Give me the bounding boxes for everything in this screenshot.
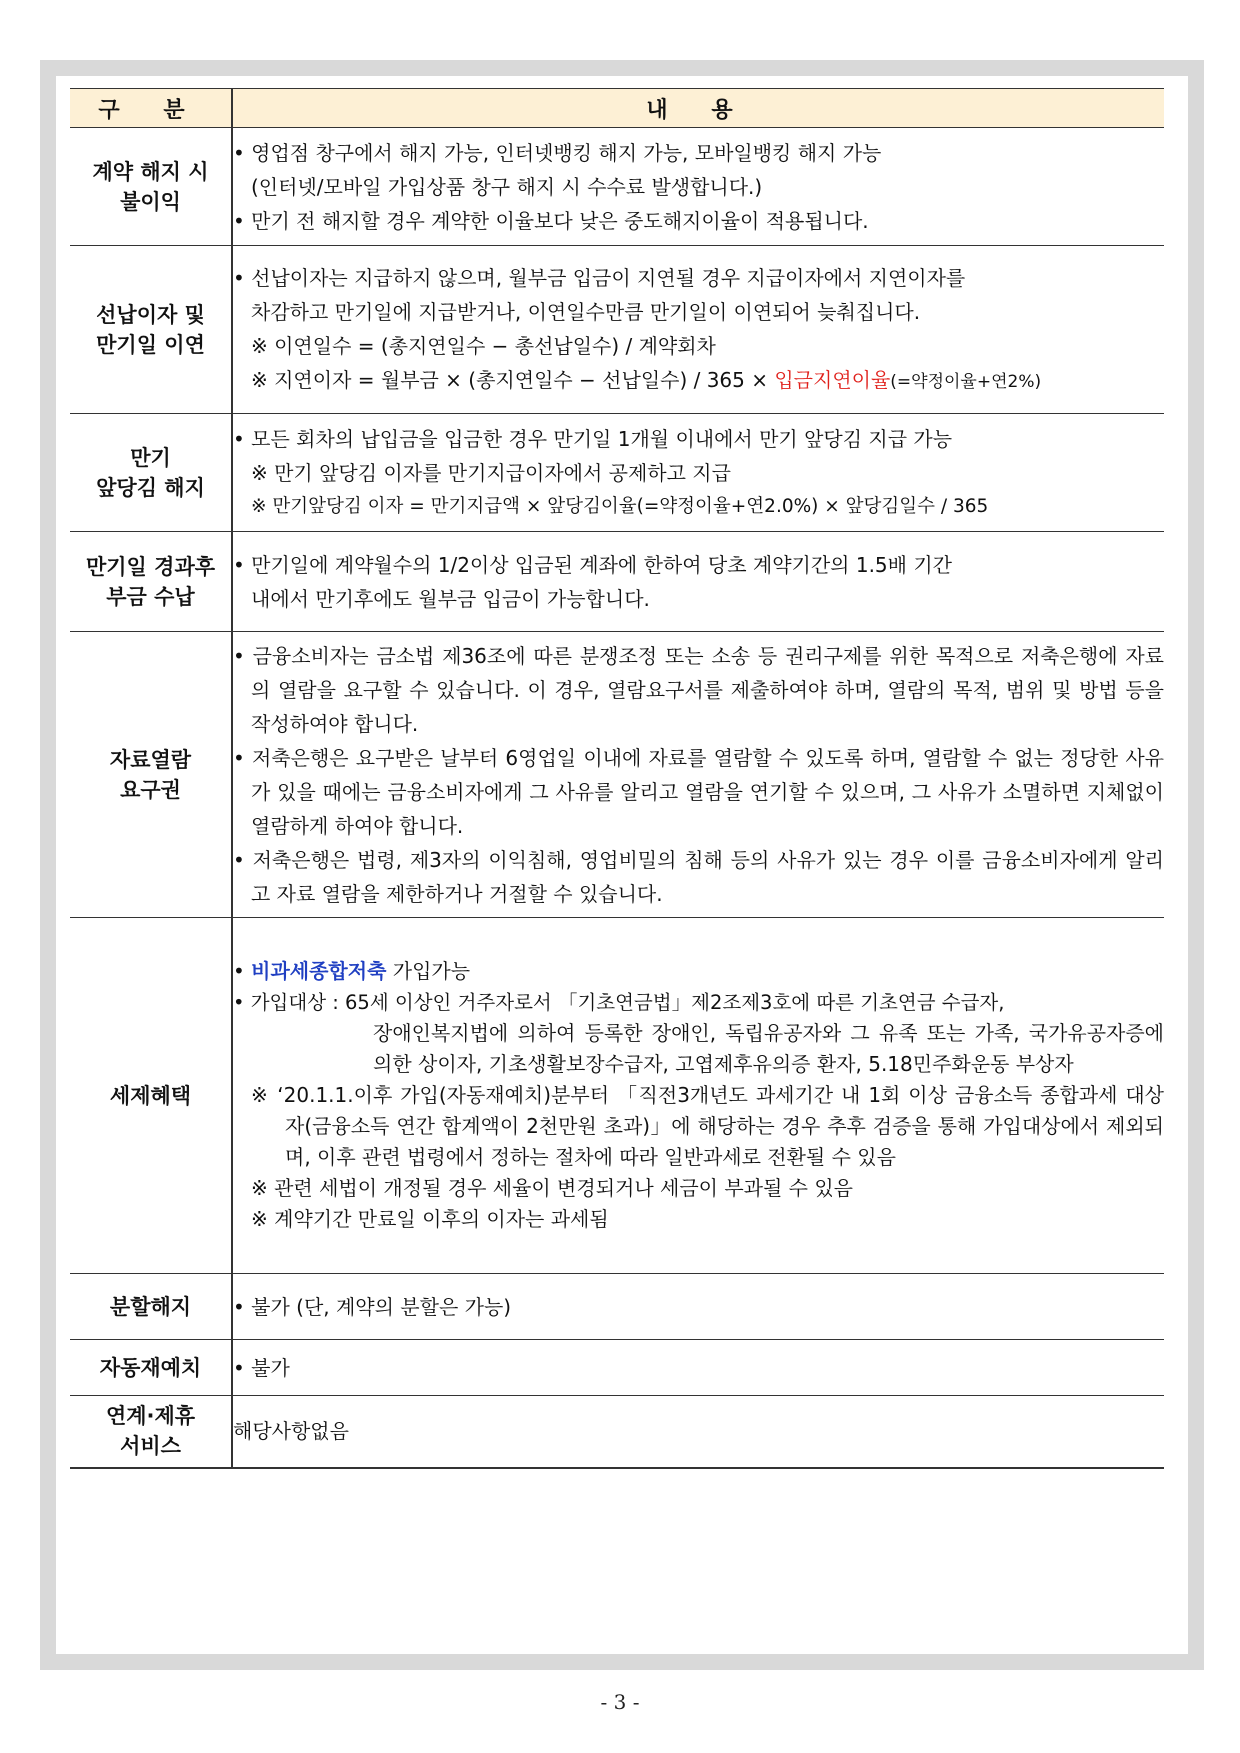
text-line: • 영업점 창구에서 해지 가능, 인터넷뱅킹 해지 가능, 모바일뱅킹 해지 가능 bbox=[233, 140, 882, 165]
row-label-auto-redeposit bbox=[70, 1340, 232, 1396]
row-label-data-access bbox=[70, 632, 232, 918]
table-row bbox=[70, 918, 1164, 1274]
row-content-partner-service bbox=[232, 1396, 1164, 1468]
text-line: • 가입대상 : 65세 이상인 거주자로서 「기초연금법」제2조제3호에 따른 기초연금 수급자, bbox=[233, 991, 1005, 1014]
table-row bbox=[70, 1274, 1164, 1340]
row-label-prepaid bbox=[70, 246, 232, 414]
formula-text: ※ 지연이자 = 월부금 × (총지연일수 − 선납일수) / 365 × bbox=[251, 367, 775, 392]
table-row bbox=[70, 1396, 1164, 1468]
text-line: • 만기 전 해지할 경우 계약한 이율보다 낮은 중도해지이율이 적용됩니다. bbox=[233, 208, 869, 233]
row-content-termination bbox=[232, 128, 1164, 246]
eligible-list: 장애인복지법에 의하여 등록한 장애인, 독립유공자와 그 유족 또는 가족, 국가유공자증에 의한 상이자, 기초생활보장수급자, 고엽제후유의증 환자, 5.18민주화운동 부상자 bbox=[373, 1021, 1164, 1076]
row-label-text: 선납이자 및 만기일 이연 bbox=[96, 302, 205, 357]
text-line: • 모든 회차의 납입금을 입금한 경우 만기일 1개월 이내에서 만기 앞당김 지급 가능 bbox=[233, 426, 953, 451]
product-terms-table bbox=[70, 88, 1164, 1469]
text-line: • 선납이자는 지급하지 않으며, 월부금 입금이 지연될 경우 지급이자에서 지연이자를 bbox=[233, 265, 966, 290]
table-row bbox=[70, 128, 1164, 246]
bullet-paragraph: • 금융소비자는 금소법 제36조에 따른 분쟁조정 또는 소송 등 권리구제를 위한 목적으로 저축은행에 자료의 열람을 요구할 수 있습니다. 이 경우, 열람요구서를 제출하여야 하며, 열람의 목적, 범위 및 방법 등을 작성하여야 합니다. bbox=[233, 643, 1164, 736]
page-number: - 3 - bbox=[600, 1690, 640, 1714]
row-content-auto-redeposit bbox=[232, 1340, 1164, 1396]
text-fragment: 가입가능 bbox=[386, 959, 471, 983]
text-line: • 불가 bbox=[233, 1355, 290, 1380]
row-content-early-maturity bbox=[232, 414, 1164, 532]
table-header-row bbox=[70, 89, 1164, 128]
text-line: ※ 이연일수 = (총지연일수 − 총선납일수) / 계약회차 bbox=[251, 333, 716, 358]
table-row bbox=[70, 414, 1164, 532]
row-content-data-access bbox=[232, 632, 1164, 918]
row-label-tax-benefit bbox=[70, 918, 232, 1274]
bullet-paragraph: • 저축은행은 요구받은 날부터 6영업일 이내에 자료를 열람할 수 있도록 하며, 열람할 수 없는 정당한 사유가 있을 때에는 금융소비자에게 그 사유를 알리고 열람을 연기할 수 있으며, 그 사유가 소멸하면 지체없이 열람하게 하여야 합니다. bbox=[233, 745, 1164, 838]
formula-text: (=약정이율+연2%) bbox=[890, 371, 1042, 392]
row-label-text: 세제혜택 bbox=[109, 1083, 192, 1108]
text-line bbox=[233, 363, 1164, 399]
note-paragraph: ※ 관련 세법이 개정될 경우 세율이 변경되거나 세금이 부과될 수 있음 bbox=[251, 1176, 853, 1200]
tax-free-savings-highlight: 비과세종합저축 bbox=[251, 959, 387, 983]
row-label-text: 계약 해지 시 불이익 bbox=[92, 159, 209, 214]
text-line: 내에서 만기후에도 월부금 입금이 가능합니다. bbox=[251, 586, 650, 611]
text-line: • 만기일에 계약월수의 1/2이상 입금된 계좌에 한하여 당초 계약기간의 1.5배 기간 bbox=[233, 552, 952, 577]
row-content-after-maturity bbox=[232, 532, 1164, 632]
text-line: • 비과세종합저축 가입가능 bbox=[233, 959, 471, 983]
row-label-text: 자동재예치 bbox=[99, 1355, 202, 1380]
row-label-after-maturity bbox=[70, 532, 232, 632]
row-label-early-maturity bbox=[70, 414, 232, 532]
table-row bbox=[70, 532, 1164, 632]
note-paragraph: ※ ‘20.1.1.이후 가입(자동재예치)분부터 「직전3개년도 과세기간 내 1회 이상 금융소득 종합과세 대상자(금융소득 연간 합계액이 2천만원 초과)」에 해당하는 경우 추후 검증을 통해 가입대상에서 제외되며, 이후 관련 법령에서 정하는 절차에 따라 일반과세로 전환될 수 있음 bbox=[251, 1083, 1164, 1169]
text-line: ※ 만기 앞당김 이자를 만기지급이자에서 공제하고 지급 bbox=[251, 460, 731, 485]
row-label-termination bbox=[70, 128, 232, 246]
row-content-prepaid bbox=[232, 246, 1164, 414]
header-content: 내 용 bbox=[232, 89, 1164, 128]
table-row bbox=[70, 632, 1164, 918]
row-label-text: 만기일 경과후 부금 수납 bbox=[85, 554, 216, 609]
note-paragraph: ※ 계약기간 만료일 이후의 이자는 과세됨 bbox=[251, 1207, 609, 1231]
table-row bbox=[70, 246, 1164, 414]
text-line: 차감하고 만기일에 지급받거나, 이연일수만큼 만기일이 이연되어 늦춰집니다. bbox=[251, 299, 921, 324]
row-label-partial-termination bbox=[70, 1274, 232, 1340]
late-rate-highlight: 입금지연이율 bbox=[774, 367, 891, 392]
bullet-paragraph: • 저축은행은 법령, 제3자의 이익침해, 영업비밀의 침해 등의 사유가 있는 경우 이를 금융소비자에게 알리고 자료 열람을 제한하거나 거절할 수 있습니다. bbox=[233, 847, 1164, 906]
row-label-text: 만기 앞당김 해지 bbox=[96, 445, 205, 500]
text-line: 해당사항없음 bbox=[233, 1419, 349, 1444]
text-line: ※ 만기앞당김 이자 = 만기지급액 × 앞당김이율(=약정이율+연2.0%) × 앞당김일수 / 365 bbox=[251, 495, 989, 517]
row-label-text: 자료열람 요구권 bbox=[109, 747, 192, 802]
row-content-partial-termination bbox=[232, 1274, 1164, 1340]
header-category: 구 분 bbox=[70, 89, 232, 128]
table-row bbox=[70, 1340, 1164, 1396]
text-line: • 불가 (단, 계약의 분할은 가능) bbox=[233, 1294, 512, 1319]
row-label-text: 분할해지 bbox=[109, 1294, 192, 1319]
row-label-text: 연계·제휴 서비스 bbox=[105, 1404, 196, 1459]
row-label-partner-service bbox=[70, 1396, 232, 1468]
row-content-tax-benefit bbox=[232, 918, 1164, 1274]
text-line: (인터넷/모바일 가입상품 창구 해지 시 수수료 발생합니다.) bbox=[251, 174, 763, 199]
